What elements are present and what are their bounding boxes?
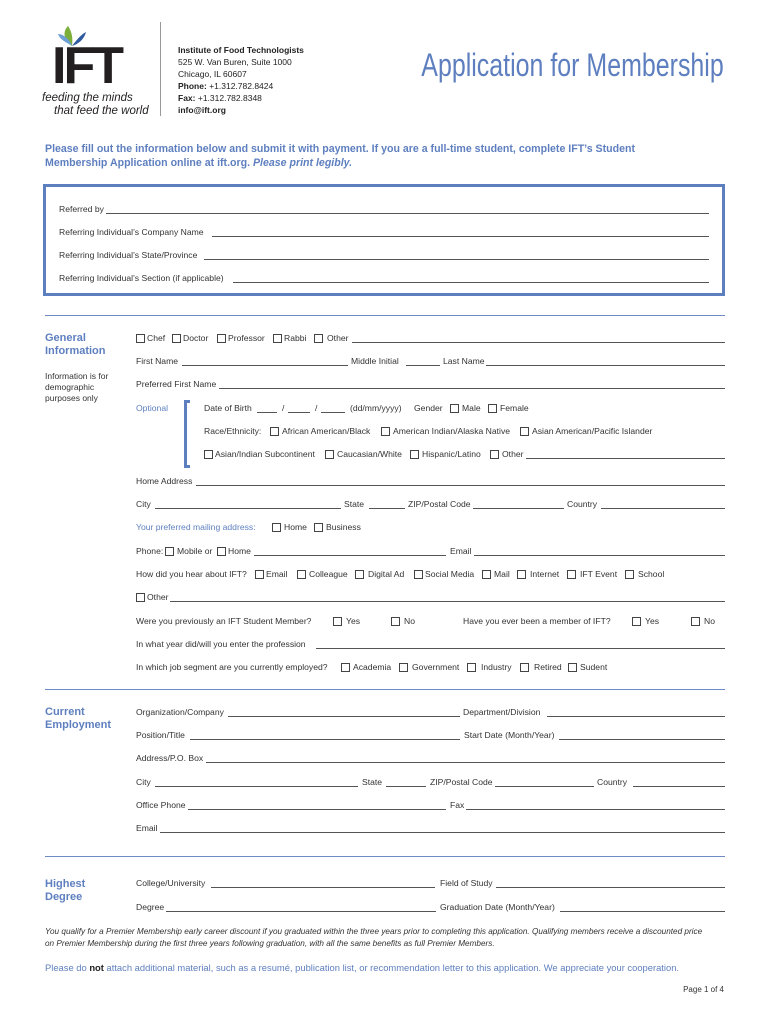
office-phone-label: Office Phone [136, 800, 186, 810]
employer-city-field[interactable] [155, 777, 358, 787]
hear-internet-checkbox[interactable] [517, 570, 526, 579]
hear-email-checkbox[interactable] [255, 570, 264, 579]
hear-colleague-label: Colleague [309, 569, 348, 579]
employer-state-field[interactable] [386, 777, 426, 787]
employer-state-label: State [362, 777, 383, 787]
prev-student-no-checkbox[interactable] [391, 617, 400, 626]
ever-member-yes-label: Yes [645, 616, 660, 626]
race-caucasian-label: Caucasian/White [337, 449, 402, 459]
middle-initial-label: Middle Initial [351, 356, 399, 366]
email-link[interactable]: info@ift.org [178, 105, 226, 115]
dob-year-field[interactable] [321, 403, 345, 413]
home-address-field[interactable] [196, 476, 725, 486]
segment-government-checkbox[interactable] [399, 663, 408, 672]
other-title-field[interactable] [352, 333, 725, 343]
degree-label: Degree [136, 902, 165, 912]
employer-city-label: City [136, 777, 151, 787]
organization-label: Organization/Company [136, 707, 224, 717]
logo-tagline-2: that feed the world [54, 105, 149, 117]
address-line-1: 525 W. Van Buren, Suite 1000 [178, 57, 292, 67]
intro-line-2-italic: Please print legibly. [252, 157, 353, 169]
hear-email-label: Email [266, 569, 288, 579]
employer-country-field[interactable] [633, 777, 725, 787]
profession-year-field[interactable] [316, 639, 725, 649]
employer-email-field[interactable] [160, 823, 725, 833]
department-label: Department/Division [463, 707, 541, 717]
race-asian-pacific-label: Asian American/Pacific Islander [532, 426, 653, 436]
mailing-business-checkbox[interactable] [314, 523, 323, 532]
job-segment-label: In which job segment are you currently employed? [136, 662, 328, 672]
phone-label: Phone: [178, 81, 207, 91]
intro-text [45, 142, 635, 170]
employment-heading-1: Current [45, 706, 85, 718]
middle-initial-field[interactable] [406, 356, 440, 366]
dob-slash-2: / [315, 403, 318, 413]
graduation-date-field[interactable] [560, 902, 725, 912]
position-field[interactable] [190, 730, 460, 740]
prev-student-no-label: No [404, 616, 415, 626]
doctor-checkbox[interactable] [172, 334, 181, 343]
race-asian-indian-label: Asian/Indian Subcontinent [215, 449, 315, 459]
segment-industry-label: Industry [481, 662, 512, 672]
logo-tagline-1: feeding the minds [42, 92, 133, 104]
home-phone-checkbox[interactable] [217, 547, 226, 556]
intro-line-2-main: Membership Application online at ift.org. [45, 157, 251, 169]
race-african-american-label: African American/Black [282, 426, 371, 436]
employer-zip-label: ZIP/Postal Code [430, 777, 493, 787]
race-label: Race/Ethnicity: [204, 426, 262, 436]
ever-member-yes-checkbox[interactable] [632, 617, 641, 626]
dob-slash-1: / [282, 403, 285, 413]
organization-field[interactable] [228, 707, 460, 717]
org-name: Institute of Food Technologists [178, 45, 304, 55]
profession-year-label: In what year did/will you enter the profession [136, 639, 306, 649]
header-divider [160, 22, 161, 116]
contact-block [178, 44, 304, 116]
email-field[interactable] [474, 546, 725, 556]
race-other-field[interactable] [526, 449, 725, 459]
general-note-1: Information is for [45, 371, 109, 381]
phone-number-field[interactable] [254, 546, 446, 556]
city-field[interactable] [155, 499, 341, 509]
prev-student-yes-checkbox[interactable] [333, 617, 342, 626]
premier-note [45, 926, 702, 950]
rabbi-label: Rabbi [284, 333, 307, 343]
page-number: Page 1 of 4 [683, 985, 724, 994]
chef-checkbox[interactable] [136, 334, 145, 343]
intro-line-2 [45, 156, 635, 170]
position-label: Position/Title [136, 730, 185, 740]
segment-retired-checkbox[interactable] [520, 663, 529, 672]
email-label: Email [450, 546, 472, 556]
mobile-label: Mobile or [177, 546, 213, 556]
warning-post: attach additional material, such as a resumé, publication list, or recommendation letter to this application. We appreciate your cooperation. [106, 962, 680, 973]
referring-company-field[interactable] [212, 227, 709, 237]
hear-other-checkbox[interactable] [136, 593, 145, 602]
race-other-label: Other [502, 449, 524, 459]
race-african-american-checkbox[interactable] [270, 427, 279, 436]
home-phone-label: Home [228, 546, 251, 556]
state-field[interactable] [369, 499, 405, 509]
hear-internet-label: Internet [530, 569, 560, 579]
referring-company-label: Referring Individual’s Company Name [59, 227, 204, 237]
hear-social-media-label: Social Media [425, 569, 475, 579]
race-hispanic-checkbox[interactable] [410, 450, 419, 459]
employer-fax-field[interactable] [466, 800, 725, 810]
race-asian-indian-checkbox[interactable] [204, 450, 213, 459]
employer-address-label: Address/P.O. Box [136, 753, 204, 763]
hear-mail-checkbox[interactable] [482, 570, 491, 579]
mailing-business-label: Business [326, 522, 361, 532]
race-american-indian-checkbox[interactable] [381, 427, 390, 436]
employment-heading-2: Employment [45, 719, 112, 731]
male-label: Male [462, 403, 481, 413]
male-checkbox[interactable] [450, 404, 459, 413]
dob-label: Date of Birth [204, 403, 252, 413]
start-date-label: Start Date (Month/Year) [464, 730, 555, 740]
address-line-2: Chicago, IL 60607 [178, 69, 247, 79]
ever-member-no-checkbox[interactable] [691, 617, 700, 626]
college-label: College/University [136, 878, 206, 888]
employer-zip-field[interactable] [495, 777, 594, 787]
country-label: Country [567, 499, 598, 509]
employer-country-label: Country [597, 777, 628, 787]
department-field[interactable] [547, 707, 725, 717]
field-of-study-field[interactable] [496, 878, 725, 888]
divider-employment [45, 689, 725, 690]
degree-heading-1: Highest [45, 878, 86, 890]
general-heading-2: Information [45, 345, 106, 357]
office-phone-field[interactable] [188, 800, 446, 810]
segment-student-label: Sudent [580, 662, 608, 672]
gender-label: Gender [414, 403, 443, 413]
preferred-first-name-field[interactable] [219, 379, 725, 389]
last-name-field[interactable] [486, 356, 725, 366]
general-note-3: purposes only [45, 393, 98, 403]
hear-colleague-checkbox[interactable] [297, 570, 306, 579]
hear-school-checkbox[interactable] [625, 570, 634, 579]
country-field[interactable] [601, 499, 725, 509]
hear-other-label: Other [147, 592, 169, 602]
referring-section-field[interactable] [233, 273, 709, 283]
phone-line [178, 80, 304, 92]
mailing-address-label: Your preferred mailing address: [136, 522, 256, 532]
hear-social-media-checkbox[interactable] [414, 570, 423, 579]
ift-logo [40, 22, 150, 118]
college-field[interactable] [211, 878, 435, 888]
warning-bold: not [89, 962, 104, 973]
zip-field[interactable] [473, 499, 564, 509]
other-title-checkbox[interactable] [314, 334, 323, 343]
hear-digital-ad-label: Digital Ad [368, 569, 405, 579]
mailing-home-checkbox[interactable] [272, 523, 281, 532]
referring-state-label: Referring Individual’s State/Province [59, 250, 198, 260]
city-label: City [136, 499, 151, 509]
hear-mail-label: Mail [494, 569, 510, 579]
section-employment-heading [45, 706, 111, 732]
dob-month-field[interactable] [288, 403, 310, 413]
ever-member-no-label: No [704, 616, 715, 626]
fax-line [178, 92, 304, 104]
mobile-checkbox[interactable] [165, 547, 174, 556]
referred-by-label: Referred by [59, 204, 104, 214]
fax-number: +1.312.782.8348 [197, 93, 262, 103]
other-title-label: Other [327, 333, 349, 343]
segment-academia-checkbox[interactable] [341, 663, 350, 672]
logo-text: IFT [52, 37, 121, 95]
section-degree-heading [45, 878, 85, 904]
graduation-date-label: Graduation Date (Month/Year) [440, 902, 555, 912]
doctor-label: Doctor [183, 333, 209, 343]
warning-pre: Please do [45, 962, 87, 973]
employer-email-label: Email [136, 823, 158, 833]
field-of-study-label: Field of Study [440, 878, 493, 888]
segment-academia-label: Academia [353, 662, 392, 672]
page-title: Application for Membership [421, 47, 724, 83]
intro-line-1: Please fill out the information below and submit it with payment. If you are a full-time student, complete IFT’s Student [45, 143, 635, 155]
chef-label: Chef [147, 333, 166, 343]
degree-heading-2: Degree [45, 891, 83, 903]
hear-school-label: School [638, 569, 665, 579]
last-name-label: Last Name [443, 356, 485, 366]
ever-member-label: Have you ever been a member of IFT? [463, 616, 611, 626]
prev-student-yes-label: Yes [346, 616, 361, 626]
segment-retired-label: Retired [534, 662, 562, 672]
prev-student-label: Were you previously an IFT Student Member? [136, 616, 312, 626]
general-heading-1: General [45, 332, 86, 344]
general-note-2: demographic [45, 382, 95, 392]
zip-label: ZIP/Postal Code [408, 499, 471, 509]
hear-other-field[interactable] [170, 592, 725, 602]
start-date-field[interactable] [559, 730, 725, 740]
race-american-indian-label: American Indian/Alaska Native [393, 426, 511, 436]
fax-label: Fax: [178, 93, 196, 103]
mailing-home-label: Home [284, 522, 307, 532]
hear-ift-event-label: IFT Event [580, 569, 618, 579]
female-label: Female [500, 403, 529, 413]
section-general-heading [45, 332, 106, 358]
referring-state-field[interactable] [204, 250, 709, 260]
first-name-field[interactable] [182, 356, 348, 366]
dob-format-label: (dd/mm/yyyy) [350, 403, 402, 413]
referred-by-field[interactable] [106, 204, 709, 214]
attachment-warning [45, 962, 679, 973]
first-name-label: First Name [136, 356, 179, 366]
phone-type-label: Phone: [136, 546, 164, 556]
optional-label: Optional [136, 403, 169, 413]
premier-note-1: You qualify for a Premier Membership early career discount if you graduated within the three years prior to completing this application. Qualifying members receive a discounted price [45, 927, 703, 936]
premier-note-2: on Premier Membership during the first three years following graduation, with all the same benefits as full Premier Members. [45, 939, 495, 948]
segment-student-checkbox[interactable] [568, 663, 577, 672]
segment-industry-checkbox[interactable] [467, 663, 476, 672]
race-other-checkbox[interactable] [490, 450, 499, 459]
professor-label: Professor [228, 333, 265, 343]
rabbi-checkbox[interactable] [273, 334, 282, 343]
race-hispanic-label: Hispanic/Latino [422, 449, 481, 459]
race-caucasian-checkbox[interactable] [325, 450, 334, 459]
race-asian-pacific-checkbox[interactable] [520, 427, 529, 436]
hear-ift-event-checkbox[interactable] [567, 570, 576, 579]
degree-field[interactable] [166, 902, 436, 912]
divider-degree [45, 856, 725, 857]
employer-fax-label: Fax [450, 800, 465, 810]
hear-digital-ad-checkbox[interactable] [355, 570, 364, 579]
state-label: State [344, 499, 365, 509]
hear-about-label: How did you hear about IFT? [136, 569, 247, 579]
referring-section-label: Referring Individual’s Section (if applicable) [59, 273, 224, 283]
divider-general [45, 315, 725, 316]
preferred-first-name-label: Preferred First Name [136, 379, 217, 389]
home-address-label: Home Address [136, 476, 193, 486]
segment-government-label: Government [412, 662, 460, 672]
female-checkbox[interactable] [488, 404, 497, 413]
optional-bracket [184, 400, 190, 468]
phone-number: +1.312.782.8424 [209, 81, 274, 91]
professor-checkbox[interactable] [217, 334, 226, 343]
dob-day-field[interactable] [257, 403, 277, 413]
employer-address-field[interactable] [206, 753, 725, 763]
general-note [45, 371, 108, 404]
